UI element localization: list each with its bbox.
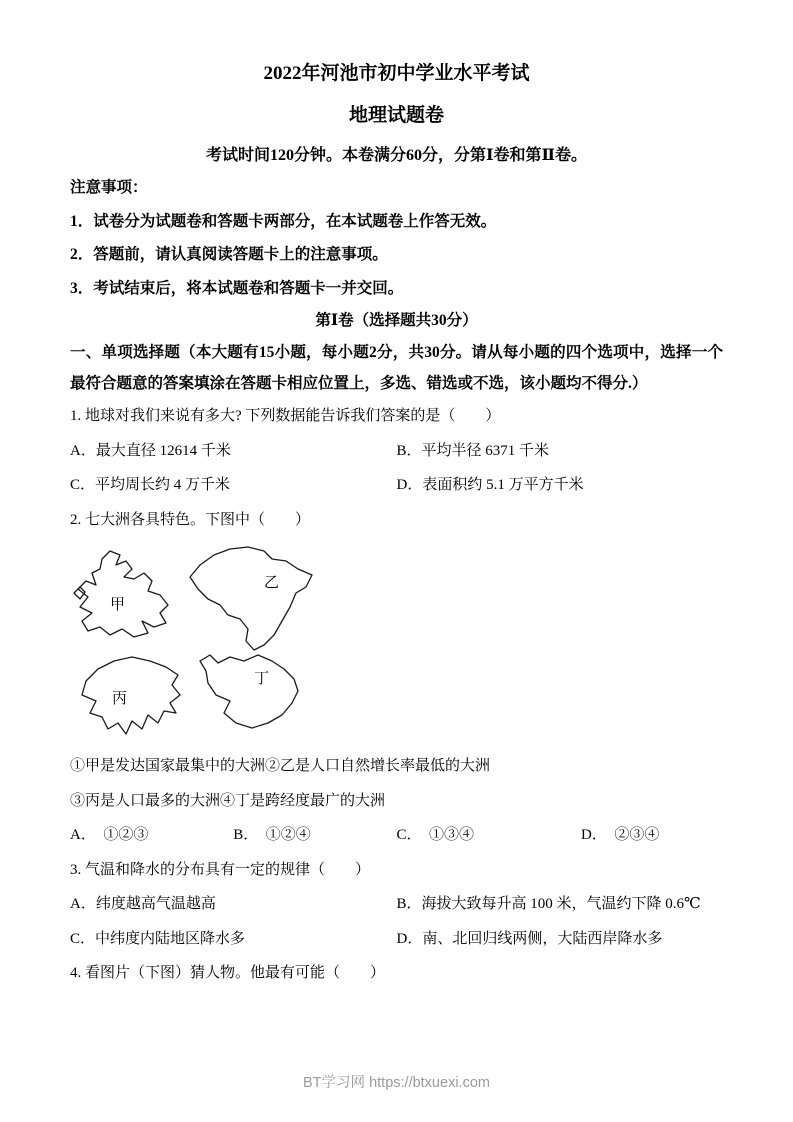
exam-title: 2022年河池市初中学业水平考试 xyxy=(263,63,530,84)
question-3-option-d: D．南、北回归线两侧，大陆西岸降水多 xyxy=(396,930,663,947)
question-3 xyxy=(70,853,723,957)
question-1-options xyxy=(70,434,723,503)
question-2-statement-2: ③丙是人口最多的大洲④丁是跨经度最广的大洲 xyxy=(70,792,386,809)
question-1 xyxy=(70,399,723,503)
notes-header: 注意事项： xyxy=(70,179,148,197)
continent-outline-bing xyxy=(82,657,180,734)
section-1-title: 第Ⅰ卷（选择题共30分） xyxy=(315,311,478,329)
question-2-options xyxy=(70,818,723,853)
continent-outline-ding xyxy=(200,655,298,728)
continents-figure-svg xyxy=(72,543,342,745)
note-item-1: 1．试卷分为试题卷和答题卡两部分，在本试题卷上作答无效。 xyxy=(70,212,497,230)
section-1-intro: 一、单项选择题（本大题有15小题，每小题2分，共30分。请从每小题的四个选项中，选择一个最符合题意的答案填涂在答题卡相应位置上，多选、错选或不选，该小题均不得分.） xyxy=(70,344,723,393)
question-4-text: 4. 看图片（下图）猜人物。他最有可能（ ） xyxy=(70,965,386,982)
question-3-option-c: C．中纬度内陆地区降水多 xyxy=(70,930,246,947)
question-3-options xyxy=(70,887,723,956)
watermark: BT学习网 https://btxuexi.com xyxy=(303,1075,490,1091)
question-2-option-c: C． ①③④ xyxy=(396,827,475,844)
question-3-option-a: A．纬度越高气温越高 xyxy=(70,896,216,913)
question-2-option-a: A． ①②③ xyxy=(70,827,149,844)
label-jia: 甲 xyxy=(110,597,126,614)
question-2 xyxy=(70,503,723,853)
label-bing: 丙 xyxy=(112,691,128,708)
question-1-option-b: B．平均半径 6371 千米 xyxy=(396,442,550,459)
note-item-3: 3．考试结束后，将本试题卷和答题卡一并交回。 xyxy=(70,279,404,297)
continent-outline-yi xyxy=(190,547,312,650)
question-2-option-b: B． ①②④ xyxy=(233,827,311,844)
question-1-text: 1. 地球对我们来说有多大? 下列数据能告诉我们答案的是（ ） xyxy=(70,408,501,425)
label-yi: 乙 xyxy=(264,575,280,592)
question-1-option-d: D．表面积约 5.1 万平方千米 xyxy=(396,477,584,494)
question-1-option-c: C．平均周长约 4 万千米 xyxy=(70,477,231,494)
question-4 xyxy=(70,956,723,991)
question-2-statement-1: ①甲是发达国家最集中的大洲②乙是人口自然增长率最低的大洲 xyxy=(70,758,491,775)
question-2-option-d: D． ②③④ xyxy=(581,827,660,844)
continents-figure xyxy=(72,543,342,745)
question-3-option-b: B．海拔大致每升高 100 米，气温约下降 0.6℃ xyxy=(396,896,701,913)
question-1-option-a: A．最大直径 12614 千米 xyxy=(70,442,231,459)
continent-outline-jia xyxy=(78,551,168,637)
question-3-text: 3. 气温和降水的分布具有一定的规律（ ） xyxy=(70,861,371,878)
label-ding: 丁 xyxy=(254,671,270,688)
note-item-2: 2．答题前，请认真阅读答题卡上的注意事项。 xyxy=(70,246,388,264)
exam-subtitle: 地理试题卷 xyxy=(348,104,444,126)
exam-info-line: 考试时间120分钟。本卷满分60分，分第Ⅰ卷和第Ⅱ卷。 xyxy=(206,147,587,165)
question-2-text: 2. 七大洲各具特色。下图中（ ） xyxy=(70,511,311,528)
